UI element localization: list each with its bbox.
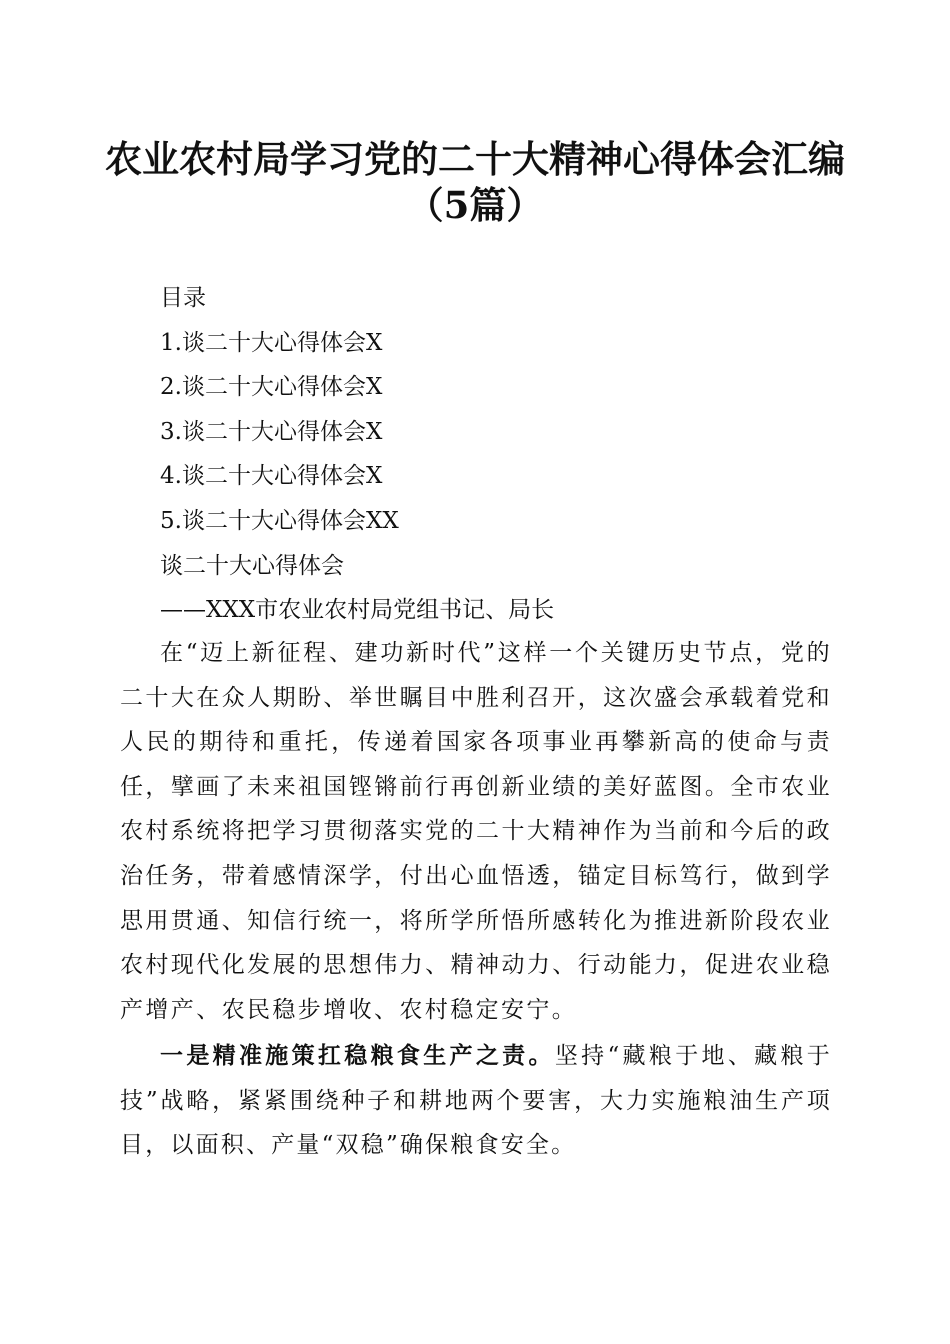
toc-item: 2.谈二十大心得体会X [160, 374, 383, 401]
toc-item: 4.谈二十大心得体会X [160, 463, 383, 490]
table-of-contents [120, 276, 832, 633]
article-title: 谈二十大心得体会 [160, 552, 344, 579]
toc-item: 5.谈二十大心得体会XX [160, 507, 399, 534]
paragraph-lead: 一是精准施策扛稳粮食生产之责。 [160, 1042, 555, 1069]
article-author: ——XXX市农业农村局党组书记、局长 [160, 597, 555, 624]
toc-item: 1.谈二十大心得体会X [160, 329, 383, 356]
document-title-line-1: 农业农村局学习党的二十大精神心得体会汇编 [105, 137, 845, 181]
toc-heading: 目录 [160, 285, 206, 311]
toc-item: 3.谈二十大心得体会X [160, 418, 383, 445]
paragraph-grain-security [120, 1034, 832, 1168]
document-title-line-2: （5篇） [406, 183, 544, 227]
paragraph-intro: 在“迈上新征程、建功新时代”这样一个关键历史节点，党的二十大在众人期盼、举世瞩目中胜利召开，这次盛会承载着党和人民的期待和重托，传递着国家各项事业再攀新高的使命与责任，擘画了未来祖国铿锵前行再创新业绩的美好蓝图。全市农业农村系统将把学习贯彻落实党的二十大精神作为当前和今后的政治任务，带着感情深学，付出心血悟透，锚定目标笃行，做到学思用贯通、知信行统一，将所学所悟所感转化为推进新阶段农业农村现代化发展的思想伟力、精神动力、行动能力，促进农业稳产增产、农民稳步增收、农村稳定安宁。 [120, 640, 832, 1023]
paragraph-body: 坚持“藏粮于地、藏粮于技”战略，紧紧围绕种子和耕地两个要害，大力实施粮油生产项目，以面积、产量“双稳”确保粮食安全。 [120, 1043, 832, 1159]
